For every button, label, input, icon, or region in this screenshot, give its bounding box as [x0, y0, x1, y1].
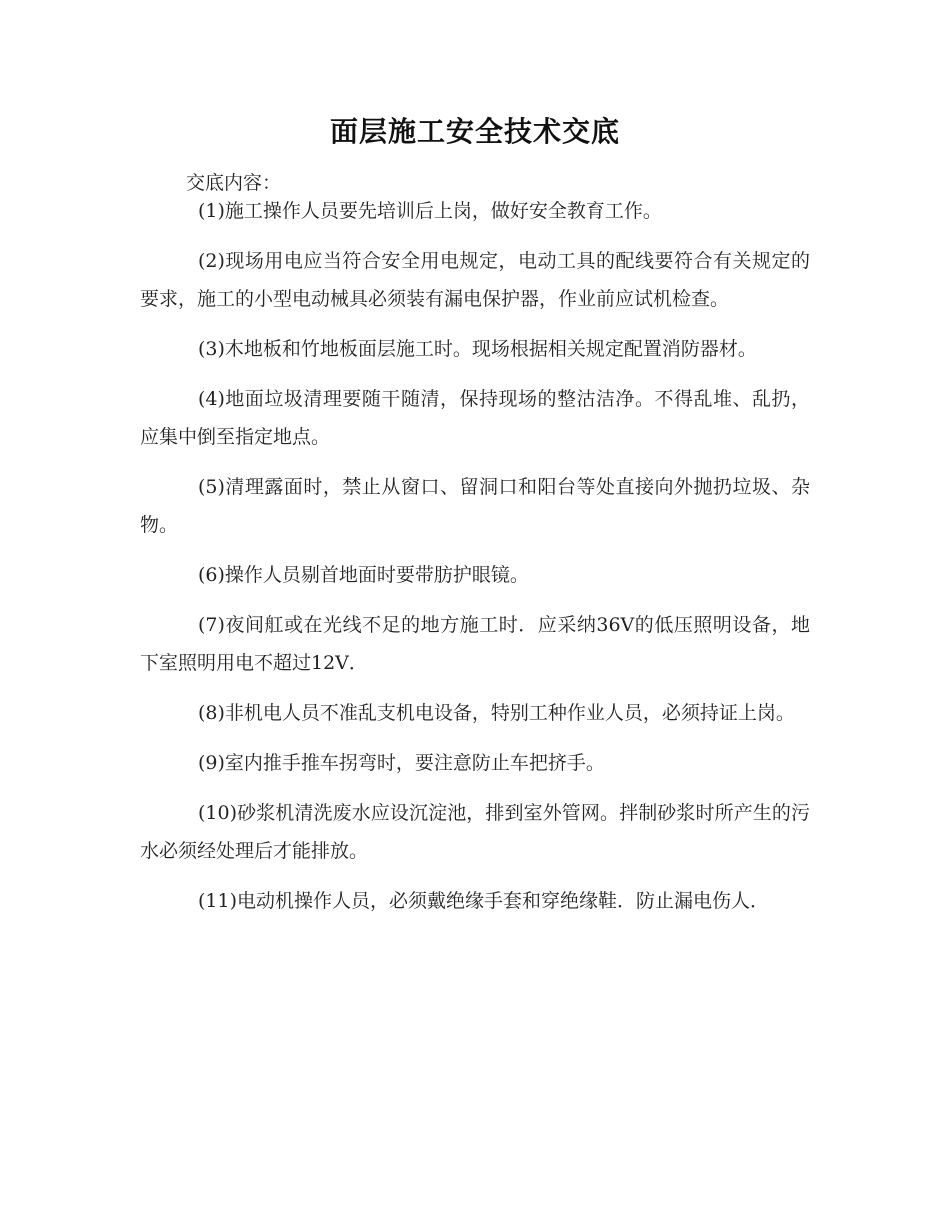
- paragraph-1: (1)施工操作人员要先培训后上岗，做好安全教育工作。: [198, 200, 662, 222]
- paragraph-5: (5)清理露面时，禁止从窗口、留洞口和阳台等处直接向外抛扔垃圾、杂物。: [140, 476, 810, 536]
- paragraph-11: (11)电动机操作人员，必须戴绝缘手套和穿绝缘鞋．防止漏电伤人．: [198, 890, 770, 912]
- paragraph-7: (7)夜间舡或在光线不足的地方施工时．应采纳36V的低压照明设备，地下室照明用电不超过12V．: [140, 614, 810, 674]
- paragraph-4: (4)地面垃圾清理要随干随清，保持现场的整沽洁净。不得乱堆、乱扔，应集中倒至指定地点。: [140, 388, 810, 448]
- paragraph-9: (9)室内推手推车拐弯时，要注意防止车把挤手。: [198, 752, 605, 774]
- paragraph-2: (2)现场用电应当符合安全用电规定，电动工具的配线要符合有关规定的要求，施工的小型电动械具必须装有漏电保护器，作业前应试机检查。: [140, 250, 810, 310]
- paragraph-10: (10)砂浆机清洗废水应设沉淀池，排到室外管网。拌制砂浆时所产生的污水必须经处理后才能排放。: [140, 802, 810, 862]
- paragraph-6: (6)操作人员剔首地面时要带肪护眼镜。: [198, 564, 529, 586]
- page-title: 面层施工安全技术交底: [329, 115, 620, 148]
- paragraph-3: (3)木地板和竹地板面层施工时。现场根据相关规定配置消防器材。: [198, 338, 757, 360]
- intro-label: 交底内容：: [186, 172, 282, 194]
- paragraph-8: (8)非机电人员不准乱支机电设备，特别工种作业人员，必须持证上岗。: [198, 702, 795, 724]
- document-body: [140, 192, 810, 932]
